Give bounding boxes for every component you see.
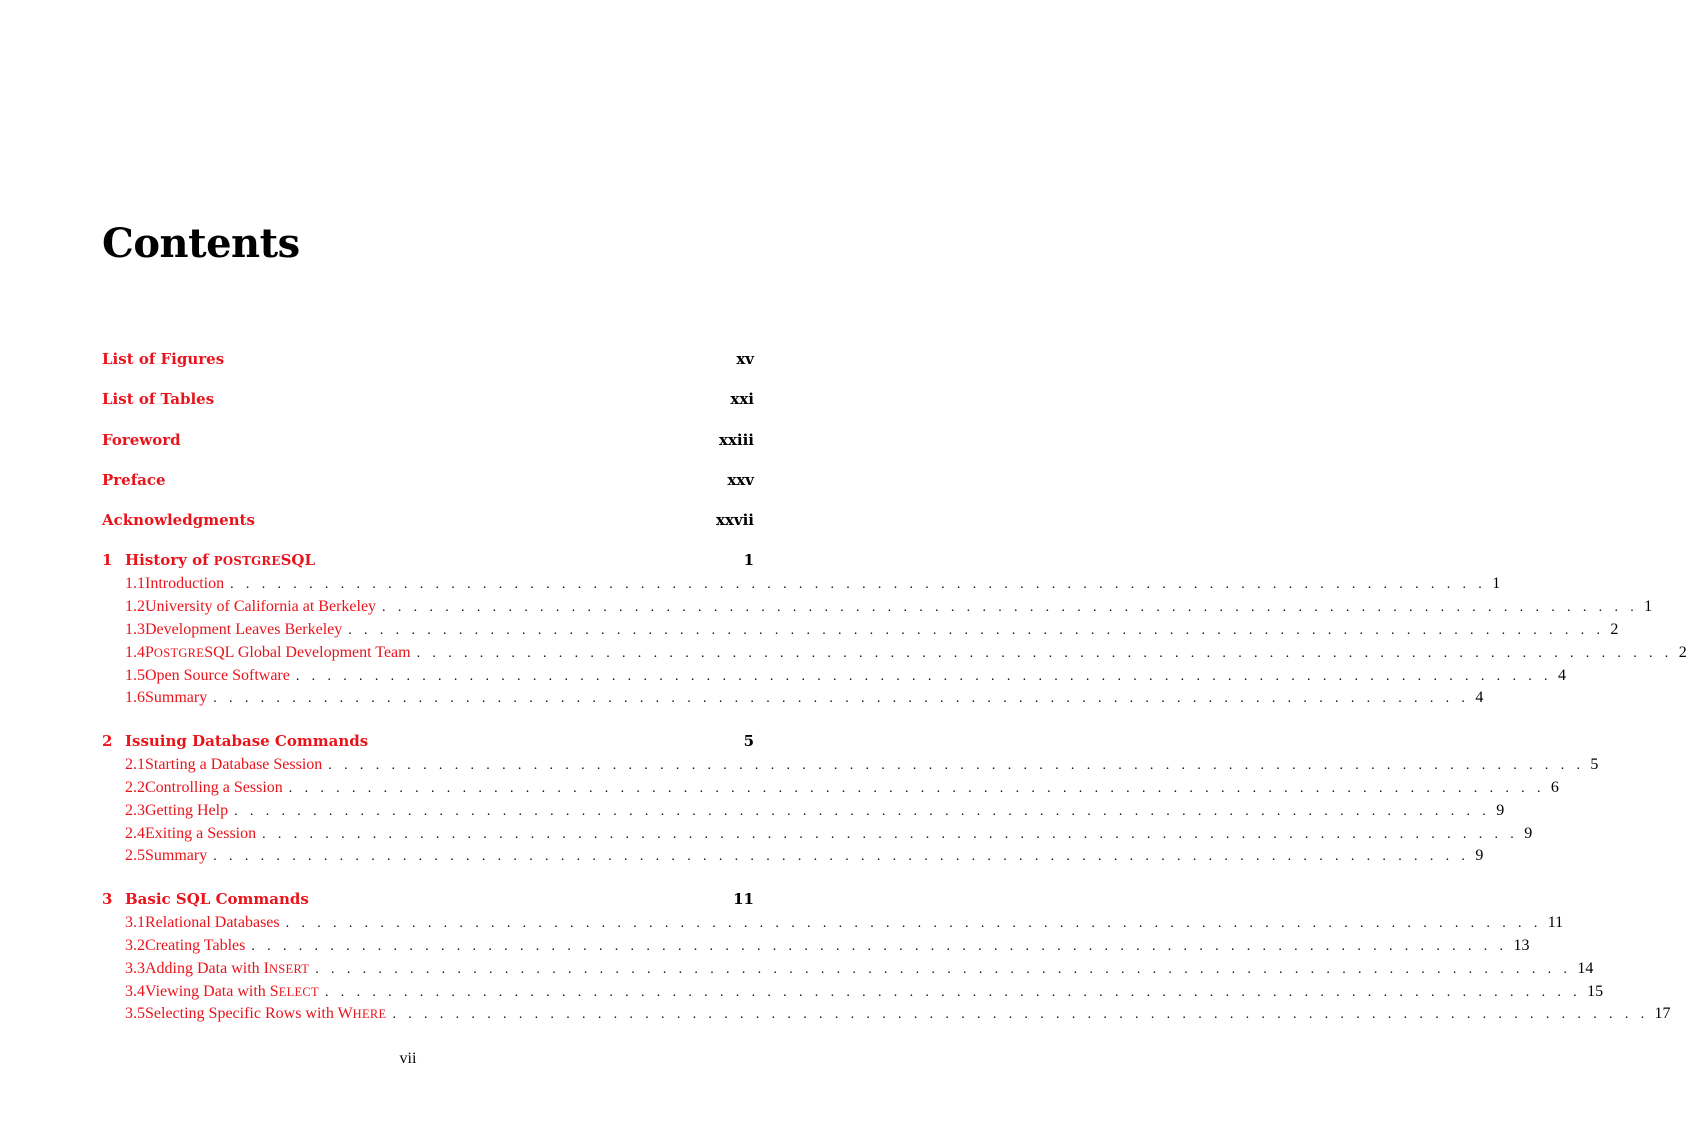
section-title[interactable] [145, 619, 342, 642]
section-title[interactable] [145, 687, 207, 710]
section-entry[interactable] [102, 665, 1566, 688]
section-entry[interactable] [102, 777, 1559, 800]
toc-entry-title[interactable]: List of Figures [102, 350, 225, 368]
chapter-title-text: History of [125, 551, 214, 570]
section-title-smallcaps: HERE [352, 1007, 387, 1022]
section-page: 5 [1590, 756, 1599, 774]
section-title[interactable] [145, 1003, 386, 1026]
section-title-smallcaps: OSTGRE [153, 645, 205, 660]
section-title-text: Summary [145, 689, 208, 707]
section-page: 11 [1547, 914, 1564, 932]
chapter-title-text-end: SQL [280, 551, 316, 570]
chapter-title-text: Issuing Database Commands [125, 732, 369, 751]
section-number: 1.2 [125, 598, 145, 616]
section-number: 2.2 [125, 779, 145, 797]
section-entry[interactable] [102, 823, 1533, 846]
section-page: 13 [1513, 937, 1530, 955]
section-title-text: Relational Databases [145, 914, 280, 932]
section-title[interactable] [145, 800, 228, 823]
section-title-text: Exiting a Session [145, 824, 257, 842]
chapter-block [102, 547, 1687, 710]
chapter-heading[interactable] [102, 547, 754, 573]
chapter-heading[interactable] [102, 886, 754, 912]
page-title: Contents [102, 220, 300, 267]
chapter-number: 3 [102, 890, 113, 909]
section-page: 17 [1654, 1005, 1671, 1023]
toc-entry-page: xxvii [716, 511, 754, 530]
section-page: 14 [1577, 959, 1594, 977]
section-title-text: Viewing Data with S [145, 982, 279, 1000]
chapter-list [102, 547, 1687, 1026]
section-title[interactable] [145, 981, 319, 1004]
section-number: 2.5 [125, 847, 145, 865]
table-of-contents [102, 346, 1687, 1044]
chapter-block [102, 886, 1671, 1026]
chapter-page: 5 [743, 732, 754, 751]
chapter-heading[interactable] [102, 728, 754, 754]
section-entry[interactable] [102, 981, 1604, 1004]
section-title-text: Summary [145, 847, 208, 865]
section-title-text: Open Source Software [145, 666, 290, 684]
toc-entry-title[interactable]: Preface [102, 470, 166, 489]
section-entry[interactable] [102, 800, 1505, 823]
toc-entry-page: xxv [727, 470, 754, 489]
section-page: 1 [1492, 575, 1501, 593]
section-page: 4 [1557, 666, 1566, 684]
section-title-text: Creating Tables [145, 937, 246, 955]
section-title[interactable] [145, 573, 224, 596]
toc-entry-title[interactable]: Foreword [102, 430, 181, 449]
dot-leader: . . . . . . . . . . . . . . . . . . . . . . . . . . . . . . . . . . . . . . . . . . . . . . . . . . . . . . . . . . . . . . . . . . . . . . . . . . . . . . . . [230, 577, 1487, 593]
toc-entry[interactable] [102, 346, 754, 372]
section-title[interactable] [145, 912, 280, 935]
section-number: 1.6 [125, 689, 145, 707]
section-title-smallcaps: ELECT [278, 984, 319, 999]
dot-leader: . . . . . . . . . . . . . . . . . . . . . . . . . . . . . . . . . . . . . . . . . . . . . . . . . . . . . . . . . . . . . . . . . . . . . . . . . . . . . . . . [382, 600, 1639, 616]
dot-leader: . . . . . . . . . . . . . . . . . . . . . . . . . . . . . . . . . . . . . . . . . . . . . . . . . . . . . . . . . . . . . . . . . . . . . . . . . . . . . . . . [288, 781, 1545, 797]
section-number: 3.5 [125, 1005, 145, 1023]
section-page: 4 [1475, 689, 1484, 707]
section-title[interactable] [145, 754, 322, 777]
section-page: 9 [1524, 824, 1533, 842]
section-title[interactable] [145, 642, 411, 665]
section-number: 2.4 [125, 824, 145, 842]
section-page: 2 [1678, 643, 1687, 661]
section-entry[interactable] [102, 573, 1501, 596]
section-entry[interactable] [102, 958, 1594, 981]
section-number: 3.3 [125, 959, 145, 977]
section-number: 3.4 [125, 982, 145, 1000]
toc-entry-page: xv [736, 350, 754, 368]
dot-leader: . . . . . . . . . . . . . . . . . . . . . . . . . . . . . . . . . . . . . . . . . . . . . . . . . . . . . . . . . . . . . . . . . . . . . . . . . . . . . . . . [392, 1007, 1649, 1023]
page-number: vii [399, 1050, 417, 1067]
toc-entry[interactable] [102, 386, 754, 412]
section-entry[interactable] [102, 642, 1687, 665]
section-title[interactable] [145, 596, 376, 619]
toc-entry[interactable] [102, 427, 754, 453]
section-page: 9 [1475, 847, 1484, 865]
section-entry[interactable] [102, 687, 1484, 710]
section-entry[interactable] [102, 912, 1564, 935]
section-page: 15 [1587, 982, 1604, 1000]
section-entry[interactable] [102, 619, 1619, 642]
chapter-block [102, 728, 1599, 868]
section-number: 1.5 [125, 666, 145, 684]
dot-leader: . . . . . . . . . . . . . . . . . . . . . . . . . . . . . . . . . . . . . . . . . . . . . . . . . . . . . . . . . . . . . . . . . . . . . . . . . . . . . . . . [416, 645, 1673, 661]
section-title[interactable] [145, 958, 309, 981]
dot-leader: . . . . . . . . . . . . . . . . . . . . . . . . . . . . . . . . . . . . . . . . . . . . . . . . . . . . . . . . . . . . . . . . . . . . . . . . . . . . . . . . [213, 691, 1470, 707]
section-title[interactable] [145, 845, 207, 868]
chapter-page: 1 [743, 551, 754, 570]
section-title-text: Controlling a Session [145, 779, 283, 797]
toc-entry[interactable] [102, 467, 754, 493]
chapter-title[interactable] [125, 886, 733, 913]
section-title[interactable] [145, 823, 256, 846]
toc-entry-title[interactable]: Acknowledgments [102, 511, 255, 530]
section-entry[interactable] [102, 754, 1599, 777]
section-title-smallcaps: NSERT [268, 961, 310, 976]
chapter-title-smallcaps: POSTGRE [213, 554, 281, 569]
dot-leader: . . . . . . . . . . . . . . . . . . . . . . . . . . . . . . . . . . . . . . . . . . . . . . . . . . . . . . . . . . . . . . . . . . . . . . . . . . . . . . . . [295, 668, 1552, 684]
dot-leader: . . . . . . . . . . . . . . . . . . . . . . . . . . . . . . . . . . . . . . . . . . . . . . . . . . . . . . . . . . . . . . . . . . . . . . . . . . . . . . . . [213, 849, 1470, 865]
section-title-text: University of California at Berkeley [145, 598, 377, 616]
section-title-text: Adding Data with I [145, 959, 269, 977]
section-number: 1.4 [125, 643, 145, 661]
toc-entry-page: xxiii [719, 430, 754, 449]
front-matter-list [102, 346, 754, 533]
section-title-text: Getting Help [145, 801, 229, 819]
dot-leader: . . . . . . . . . . . . . . . . . . . . . . . . . . . . . . . . . . . . . . . . . . . . . . . . . . . . . . . . . . . . . . . . . . . . . . . . . . . . . . . . [315, 961, 1572, 977]
section-title-text-end: SQL Global Development Team [204, 643, 411, 661]
toc-entry-title[interactable]: List of Tables [102, 390, 215, 409]
section-page: 6 [1550, 779, 1559, 797]
section-title-text: P [145, 643, 154, 661]
section-number: 1.1 [125, 575, 145, 593]
section-title-text: Selecting Specific Rows with W [145, 1005, 353, 1023]
section-entry[interactable] [102, 1003, 1671, 1026]
chapter-number: 2 [102, 732, 113, 751]
dot-leader: . . . . . . . . . . . . . . . . . . . . . . . . . . . . . . . . . . . . . . . . . . . . . . . . . . . . . . . . . . . . . . . . . . . . . . . . . . . . . . . . [328, 758, 1585, 774]
section-title[interactable] [145, 777, 283, 800]
section-page: 9 [1496, 801, 1505, 819]
toc-entry[interactable] [102, 507, 754, 533]
chapter-title[interactable] [125, 547, 744, 574]
section-page: 1 [1644, 598, 1653, 616]
toc-entry-page: xxi [730, 390, 754, 409]
chapter-number: 1 [102, 551, 113, 570]
dot-leader: . . . . . . . . . . . . . . . . . . . . . . . . . . . . . . . . . . . . . . . . . . . . . . . . . . . . . . . . . . . . . . . . . . . . . . . . . . . . . . . . [348, 623, 1605, 639]
section-number: 1.3 [125, 621, 145, 639]
dot-leader: . . . . . . . . . . . . . . . . . . . . . . . . . . . . . . . . . . . . . . . . . . . . . . . . . . . . . . . . . . . . . . . . . . . . . . . . . . . . . . . . [234, 803, 1491, 819]
dot-leader: . . . . . . . . . . . . . . . . . . . . . . . . . . . . . . . . . . . . . . . . . . . . . . . . . . . . . . . . . . . . . . . . . . . . . . . . . . . . . . . . [251, 939, 1508, 955]
section-number: 2.3 [125, 801, 145, 819]
section-number: 3.1 [125, 914, 145, 932]
section-entry[interactable] [102, 596, 1653, 619]
dot-leader: . . . . . . . . . . . . . . . . . . . . . . . . . . . . . . . . . . . . . . . . . . . . . . . . . . . . . . . . . . . . . . . . . . . . . . . . . . . . . . . . [262, 826, 1519, 842]
dot-leader: . . . . . . . . . . . . . . . . . . . . . . . . . . . . . . . . . . . . . . . . . . . . . . . . . . . . . . . . . . . . . . . . . . . . . . . . . . . . . . . . [324, 984, 1582, 1000]
dot-leader: . . . . . . . . . . . . . . . . . . . . . . . . . . . . . . . . . . . . . . . . . . . . . . . . . . . . . . . . . . . . . . . . . . . . . . . . . . . . . . . . [285, 916, 1542, 932]
section-title-text: Introduction [145, 575, 225, 593]
section-title[interactable] [145, 935, 245, 958]
section-number: 3.2 [125, 937, 145, 955]
section-number: 2.1 [125, 756, 145, 774]
section-entry[interactable] [102, 935, 1530, 958]
chapter-title[interactable] [125, 728, 744, 755]
section-title-text: Starting a Database Session [145, 756, 323, 774]
section-title-text: Development Leaves Berkeley [145, 621, 343, 639]
section-entry[interactable] [102, 845, 1484, 868]
section-title[interactable] [145, 665, 290, 688]
chapter-page: 11 [733, 890, 754, 909]
section-page: 2 [1610, 621, 1619, 639]
chapter-title-text: Basic SQL Commands [125, 890, 309, 909]
